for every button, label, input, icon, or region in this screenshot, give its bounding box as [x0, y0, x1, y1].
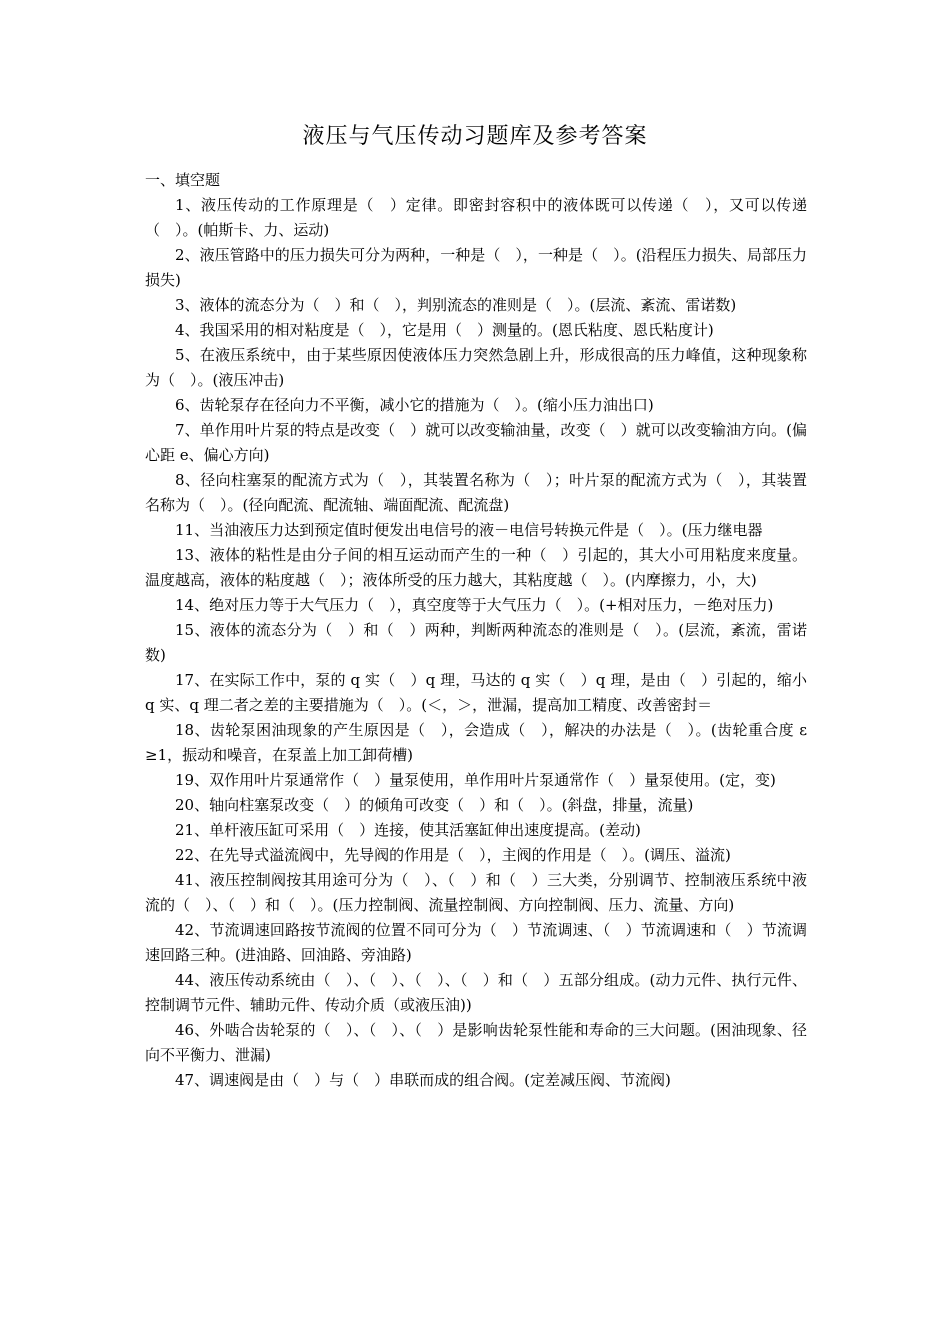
question-item: 19、双作用叶片泵通常作（ ）量泵使用，单作用叶片泵通常作（ ）量泵使用。(定，变) [175, 771, 776, 789]
question-item: 8、径向柱塞泵的配流方式为（ ），其装置名称为（ ）；叶片泵的配流方式为（ ），其装置名称为（ ）。(径向配流、配流轴、端面配流、配流盘) [145, 471, 807, 514]
question-item: 4、我国采用的相对粘度是（ ），它是用（ ）测量的。(恩氏粘度、恩氏粘度计) [175, 321, 714, 339]
section-heading: 一、填空题 [145, 171, 221, 189]
question-item: 22、在先导式溢流阀中，先导阀的作用是（ ），主阀的作用是（ ）。(调压、溢流) [175, 846, 731, 864]
question-item: 11、当油液压力达到预定值时便发出电信号的液－电信号转换元件是（ ）。(压力继电器 [175, 521, 763, 539]
question-item: 15、液体的流态分为（ ）和（ ）两种，判断两种流态的准则是（ ）。(层流，紊流，雷诺数) [145, 621, 807, 664]
question-item: 21、单杆液压缸可采用（ ）连接，使其活塞缸伸出速度提高。(差动) [175, 821, 641, 839]
question-item: 3、液体的流态分为（ ）和（ ），判别流态的准则是（ ）。(层流、紊流、雷诺数) [175, 296, 737, 314]
question-item: 41、液压控制阀按其用途可分为（ ）、（ ）和（ ）三大类，分别调节、控制液压系统中液流的（ ）、（ ）和（ ）。(压力控制阀、流量控制阀、方向控制阀、压力、流量、方向) [145, 871, 807, 914]
question-item: 1、液压传动的工作原理是（ ）定律。即密封容积中的液体既可以传递（ ），又可以传递（ ）。(帕斯卡、力、运动) [145, 196, 807, 239]
question-item: 47、调速阀是由（ ）与（ ）串联而成的组合阀。(定差减压阀、节流阀) [175, 1071, 671, 1089]
question-item: 46、外啮合齿轮泵的（ ）、（ ）、（ ）是影响齿轮泵性能和寿命的三大问题。(困油现象、径向不平衡力、泄漏) [145, 1021, 807, 1064]
question-item: 6、齿轮泵存在径向力不平衡，减小它的措施为（ ）。(缩小压力油出口) [175, 396, 654, 414]
question-item: 20、轴向柱塞泵改变（ ）的倾角可改变（ ）和（ ）。(斜盘，排量，流量) [175, 796, 694, 814]
question-item: 13、液体的粘性是由分子间的相互运动而产生的一种（ ）引起的，其大小可用粘度来度量。温度越高，液体的粘度越（ ）；液体所受的压力越大，其粘度越（ ）。(内摩擦力，小，大) [145, 546, 807, 589]
question-item: 44、液压传动系统由（ ）、（ ）、（ ）、（ ）和（ ）五部分组成。(动力元件、执行元件、控制调节元件、辅助元件、传动介质（或液压油)) [145, 971, 807, 1014]
question-item: 18、齿轮泵困油现象的产生原因是（ ），会造成（ ），解决的办法是（ ）。(齿轮重合度 ε ≥1，振动和噪音，在泵盖上加工卸荷槽) [145, 721, 807, 764]
document-body [145, 168, 807, 1093]
question-item: 2、液压管路中的压力损失可分为两种，一种是（ ），一种是（ ）。(沿程压力损失、局部压力损失) [145, 246, 807, 289]
question-item: 14、绝对压力等于大气压力（ ），真空度等于大气压力（ ）。(+相对压力，－绝对压力) [175, 596, 774, 614]
question-item: 7、单作用叶片泵的特点是改变（ ）就可以改变输油量，改变（ ）就可以改变输油方向。(偏心距 e、偏心方向) [145, 421, 807, 464]
question-item: 42、节流调速回路按节流阀的位置不同可分为（ ）节流调速、（ ）节流调速和（ ）节流调速回路三种。(进油路、回油路、旁油路) [145, 921, 807, 964]
question-item: 5、在液压系统中，由于某些原因使液体压力突然急剧上升，形成很高的压力峰值，这种现象称为（ ）。(液压冲击) [145, 346, 807, 389]
question-item: 17、在实际工作中，泵的 q 实（ ）q 理，马达的 q 实（ ）q 理，是由（ ）引起的，缩小 q 实、q 理二者之差的主要措施为（ ）。(＜，＞，泄漏，提高加工精度、改善密封＝ [145, 671, 807, 714]
document-title: 液压与气压传动习题库及参考答案 [302, 124, 648, 149]
